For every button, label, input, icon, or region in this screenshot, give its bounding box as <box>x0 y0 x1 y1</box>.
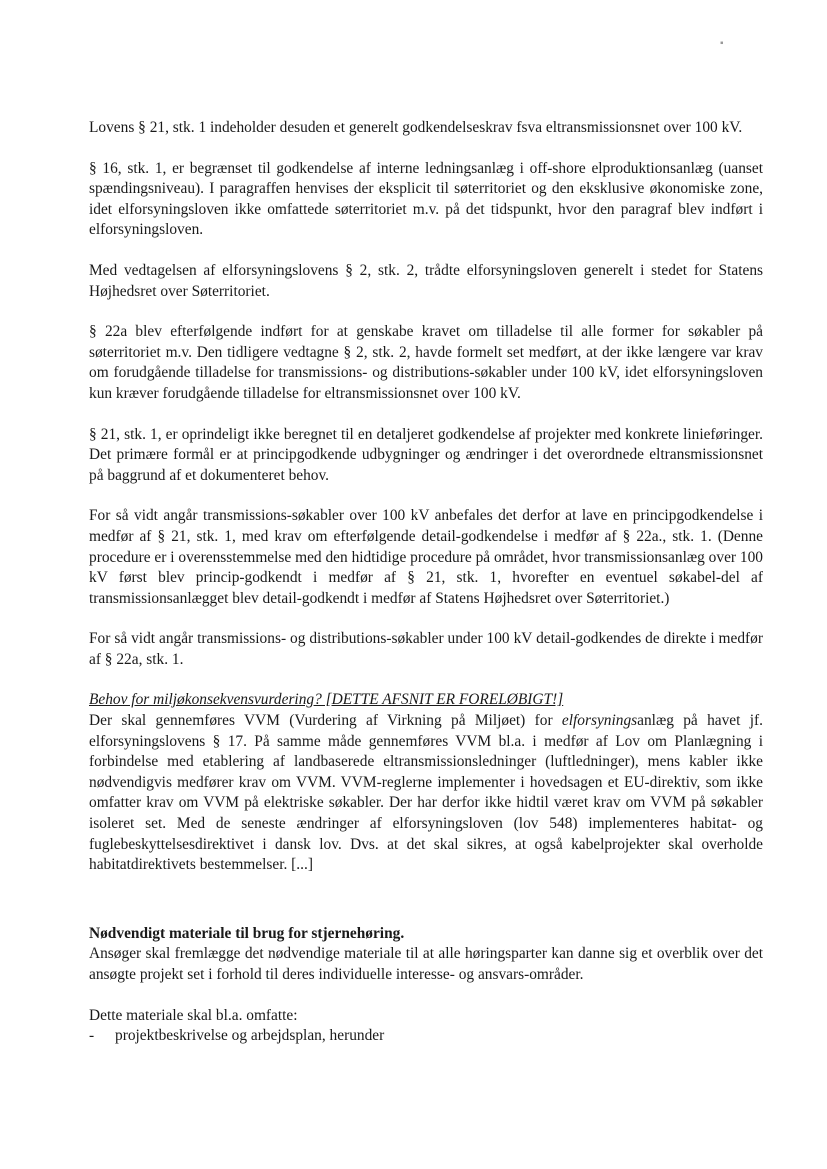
vvm-text-end: anlæg på havet jf. elforsyningslovens § 17. På samme måde gennemføres VVM bl.a. i medfør af Lov om Planlægning i forbindelse med etablering af landbaserede eltransmissionsledninger (luftledninger), mens kabler ikke nødvendigvis medfører krav om VVM. VVM-reglerne implementer i hovedsagen et EU-direktiv, som ikke omfatter krav om VVM på elektriske søkabler. Der har derfor ikke hidtil været krav om VVM på søkabler isoleret set. Med de seneste ændringer af elforsyningsloven (lov 548) implementeres habitat- og fuglebeskyttelsesdirektivet i dansk lov. Dvs. at det skal sikres, at også kabelprojekter skal overholde habitatdirektivets bestemmelser. [...] <box>89 712 763 874</box>
material-paragraph: Ansøger skal fremlægge det nødvendige materiale til at alle høringsparter kan danne sig et overblik over det ansøgte projekt set i forhold til deres individuelle interesse- og ansvars-områder. <box>89 945 763 983</box>
list-item-text: projektbeskrivelse og arbejdsplan, herunder <box>115 1027 385 1045</box>
paragraph-5: § 21, stk. 1, er oprindeligt ikke beregnet til en detaljeret godkendelse af projekter med konkrete linieføringer. Det primære formål er at principgodkende udbygninger og ændringer i det overordnede eltransmissionsnet på baggrund af et dokumenteret behov. <box>89 425 763 484</box>
document-body <box>89 118 763 1047</box>
paragraph-1: Lovens § 21, stk. 1 indeholder desuden et generelt godkendelseskrav fsva eltransmissionsnet over 100 kV. <box>89 119 743 136</box>
paragraph-7: For så vidt angår transmissions- og distributions-søkabler under 100 kV detail-godkendes de direkte i medfør af § 22a, stk. 1. <box>89 630 763 668</box>
list-dash: - <box>89 1027 95 1045</box>
material-heading: Nødvendigt materiale til brug for stjernehøring. <box>89 924 405 942</box>
section-spacer <box>89 876 763 924</box>
material-intro: Dette materiale skal bl.a. omfatte: <box>89 1006 298 1024</box>
material-list <box>89 1026 763 1047</box>
paragraph-6: For så vidt angår transmissions-søkabler over 100 kV anbefales det derfor at lave en principgodkendelse i medfør af § 21, stk. 1, med krav om efterfølgende detail-godkendelse i medfør af § 22a., stk. 1. (Denne procedure er i overensstemmelse med den hidtidige procedure på området, hvor transmissionsanlæg over 100 kV først blev princip-godkendt i medfør af § 21, stk. 1, hvorefter en eventuel søkabel-del af transmissionsanlægget blev detail-godkendt i medfør af Statens Højhedsret over Søterritoriet.) <box>89 507 763 607</box>
vvm-text-italic: elforsynings <box>561 712 638 730</box>
scan-artifact: ▪ <box>720 38 724 49</box>
vvm-paragraph <box>89 711 763 876</box>
vvm-text-start: Der skal gennemføres VVM (Vurdering af Virkning på Miljøet) for <box>89 712 562 730</box>
list-item <box>89 1026 763 1047</box>
vvm-heading: Behov for miljøkonsekvensvurdering? [DETTE AFSNIT ER FORELØBIGT!] <box>89 691 564 709</box>
paragraph-4: § 22a blev efterfølgende indført for at genskabe kravet om tilladelse til alle former for søkabler på søterritoriet m.v. Den tidligere vedtagne § 2, stk. 2, havde formelt set medført, at der ikke længere var krav om forudgående tilladelse for transmissions- og distributions-søkabler under 100 kV, idet elforsyningsloven kun kræver forudgående tilladelse for eltransmissionsnet over 100 kV. <box>89 323 763 402</box>
paragraph-2: § 16, stk. 1, er begrænset til godkendelse af interne ledningsanlæg i off-shore elproduktionsanlæg (uanset spændingsniveau). I paragraffen henvises der eksplicit til søterritoriet og den eksklusive økonomiske zone, idet elforsyningsloven ikke omfattede søterritoriet m.v. på det tidspunkt, hvor den paragraf blev indført i elforsyningsloven. <box>89 159 763 239</box>
paragraph-3: Med vedtagelsen af elforsyningslovens § 2, stk. 2, trådte elforsyningsloven generelt i stedet for Statens Højhedsret over Søterritoriet. <box>89 261 763 300</box>
